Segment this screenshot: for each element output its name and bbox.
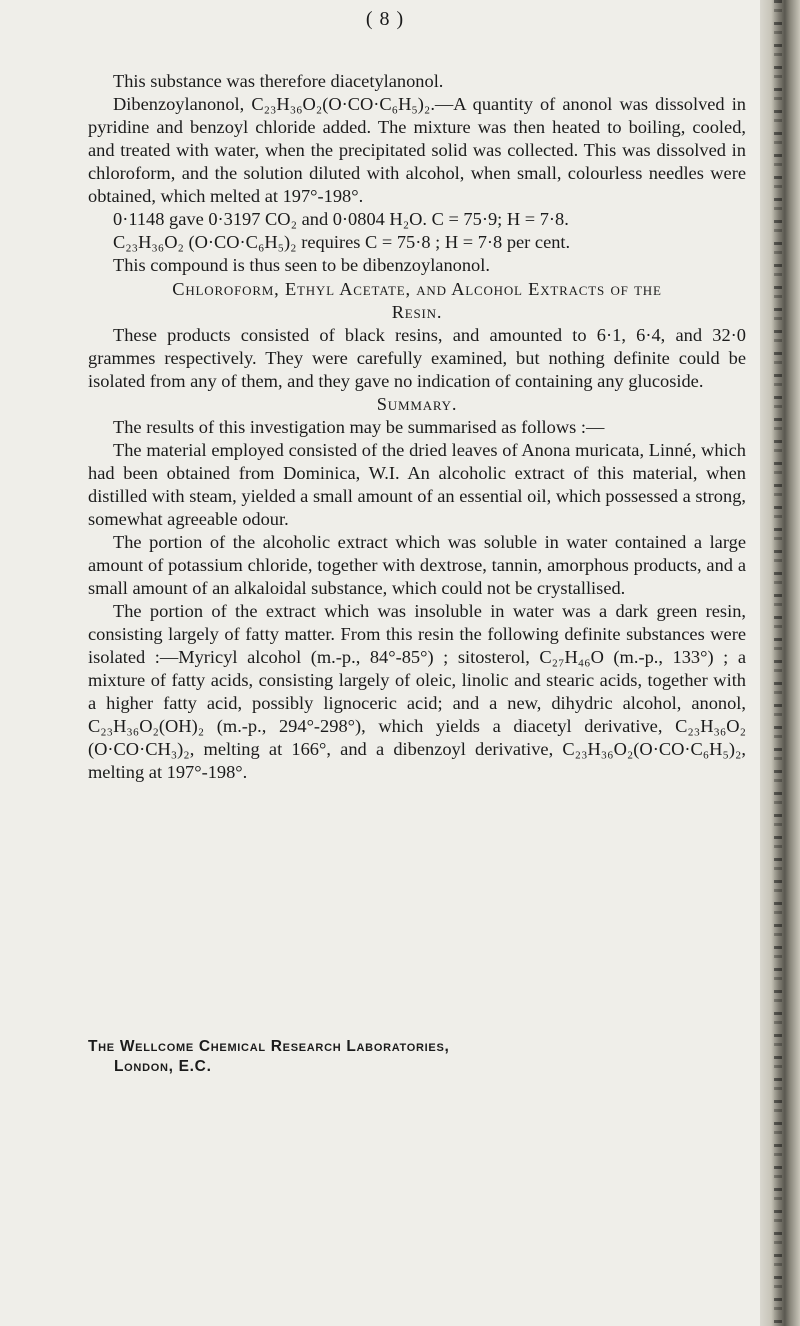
- paragraph-material: The material employed consisted of the dried leaves of Anona muricata, Linné, which had been obtained from Dominica, W.I. An alcoholic extract of this material, when distilled with steam, yielded a small amount of an essential oil, which possessed a strong, somewhat agreeable odour.: [88, 440, 746, 529]
- footer-institution: The Wellcome Chemical Research Laboratories,: [88, 1038, 450, 1055]
- footer-location: London, E.C.: [114, 1058, 212, 1075]
- paragraph-summary-intro: The results of this investigation may be summarised as follows :—: [113, 417, 605, 437]
- paragraph-resins: These products consisted of black resins, and amounted to 6·1, 6·4, and 32·0 grammes respectively. They were carefully examined, but nothing definite could be isolated from any of them, and they gave no indication of containing any glucoside.: [88, 325, 746, 391]
- institution-footer: [88, 1037, 648, 1077]
- page-number: ( 8 ): [365, 8, 405, 30]
- section-heading-extracts: [88, 278, 746, 324]
- page-binding-edge: [760, 0, 800, 1326]
- paragraph-diacetylanonol: This substance was therefore diacetylanonol.: [113, 71, 444, 91]
- analysis-line: 0·1148 gave 0·3197 CO₂ and 0·0804 H₂O. C = 75·9; H = 7·8.: [113, 209, 569, 229]
- paragraph-soluble-portion: The portion of the alcoholic extract which was soluble in water contained a large amount of potassium chloride, together with dextrose, tannin, amorphous products, and a small amount of an alkaloidal substance, which could not be crystallised.: [88, 532, 746, 598]
- heading-extracts-line1: Chloroform, Ethyl Acetate, and Alcohol Extracts of the: [172, 279, 662, 299]
- body-text: [88, 70, 746, 784]
- paragraph-insoluble-portion: The portion of the extract which was insoluble in water was a dark green resin, consisting largely of fatty matter. From this resin the following definite substances were isolated :—Myricyl alcohol (m.-p., 84°-85°) ; sitosterol, C₂₇H₄₆O (m.-p., 133°) ; a mixture of fatty acids, consisting largely of oleic, linolic and stearic acids, together with a higher fatty acid, possibly lignoceric acid; and a new, dihydric alcohol, anonol, C₂₃H₃₆O₂(OH)₂ (m.-p., 294°-298°), which yields a diacetyl derivative, C₂₃H₃₆O₂ (O·CO·CH₃)₂, melting at 166°, and a dibenzoyl derivative, C₂₃H₃₆O₂(O·CO·C₆H₅)₂, melting at 197°-198°.: [88, 601, 746, 782]
- requirement-line: C₂₃H₃₆O₂ (O·CO·C₆H₅)₂ requires C = 75·8 ; H = 7·8 per cent.: [113, 232, 571, 252]
- paragraph-conclusion: This compound is thus seen to be dibenzoylanonol.: [113, 255, 490, 275]
- section-heading-summary: Summary.: [376, 394, 458, 414]
- paragraph-dibenzoylanonol: Dibenzoylanonol, C₂₃H₃₆O₂(O·CO·C₆H₅)₂.—A quantity of anonol was dissolved in pyridine and benzoyl chloride added. The mixture was then heated to boiling, cooled, and treated with water, when the precipitated solid was collected. This was dissolved in chloroform, and the solution diluted with alcohol, when small, colourless needles were obtained, which melted at 197°-198°.: [88, 94, 746, 206]
- heading-extracts-line2: Resin.: [391, 302, 443, 322]
